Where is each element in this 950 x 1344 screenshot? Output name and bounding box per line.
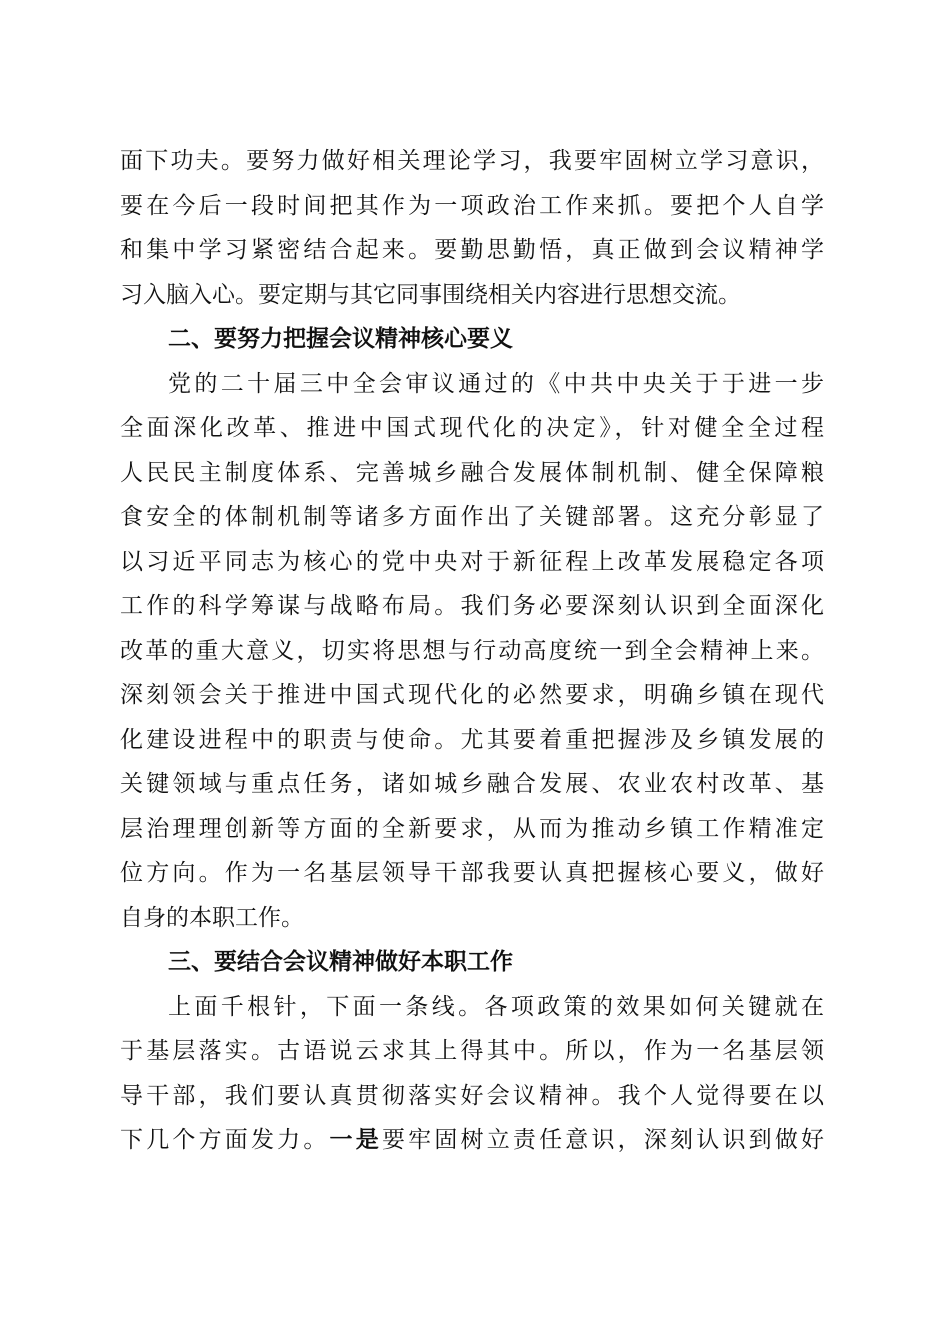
section-heading-two: 二、要努力把握会议精神核心要义 bbox=[168, 326, 513, 352]
paragraph-line: 于基层落实。古语说云求其上得其中。所以，作为一名基层领 bbox=[120, 1038, 824, 1064]
paragraph-line: 食安全的体制机制等诸多方面作出了关键部署。这充分彰显了 bbox=[120, 504, 824, 530]
paragraph-line: 人民民主制度体系、完善城乡融合发展体制机制、健全保障粮 bbox=[120, 459, 824, 486]
document-body bbox=[120, 139, 824, 1163]
paragraph-line: 化建设进程中的职责与使命。尤其要着重把握涉及乡镇发展的 bbox=[120, 726, 824, 753]
paragraph-line: 全面深化改革、推进中国式现代化的决定》，针对健全全过程 bbox=[120, 415, 824, 441]
paragraph-line: 习入脑入心。要定期与其它同事围绕相关内容进行思想交流。 bbox=[120, 281, 741, 308]
paragraph-line: 关键领域与重点任务，诸如城乡融合发展、农业农村改革、基 bbox=[120, 771, 824, 797]
paragraph-line: 层治理理创新等方面的全新要求，从而为推动乡镇工作精准定 bbox=[120, 815, 824, 842]
paragraph-line: 以习近平同志为核心的党中央对于新征程上改革发展稳定各项 bbox=[120, 548, 824, 575]
paragraph-line: 和集中学习紧密结合起来。要勤思勤悟，真正做到会议精神学 bbox=[120, 237, 824, 263]
paragraph-line: 党的二十届三中全会审议通过的《中共中央关于于进一步 bbox=[168, 370, 824, 397]
paragraph-line: 深刻领会关于推进中国式现代化的必然要求，明确乡镇在现代 bbox=[120, 682, 824, 708]
paragraph-line-mixed bbox=[120, 1118, 824, 1163]
paragraph-line: 面下功夫。要努力做好相关理论学习，我要牢固树立学习意识， bbox=[120, 148, 824, 174]
emphasis-text: 一是 bbox=[329, 1127, 382, 1153]
section-heading-three: 三、要结合会议精神做好本职工作 bbox=[168, 949, 513, 975]
paragraph-line: 改革的重大意义，切实将思想与行动高度统一到全会精神上来。 bbox=[120, 637, 824, 664]
paragraph-line: 工作的科学筹谋与战略布局。我们务必要深刻认识到全面深化 bbox=[120, 593, 824, 619]
line-text: 要牢固树立责任意识，深刻认识到做好 bbox=[381, 1127, 825, 1153]
paragraph-line: 位方向。作为一名基层领导干部我要认真把握核心要义，做好 bbox=[120, 860, 824, 886]
line-text: 下几个方面发力。 bbox=[120, 1127, 330, 1153]
paragraph-line: 要在今后一段时间把其作为一项政治工作来抓。要把个人自学 bbox=[120, 192, 824, 219]
paragraph-line: 导干部，我们要认真贯彻落实好会议精神。我个人觉得要在以 bbox=[120, 1082, 824, 1109]
paragraph-line: 自身的本职工作。 bbox=[120, 904, 304, 931]
paragraph-line: 上面千根针，下面一条线。各项政策的效果如何关键就在 bbox=[168, 993, 824, 1020]
